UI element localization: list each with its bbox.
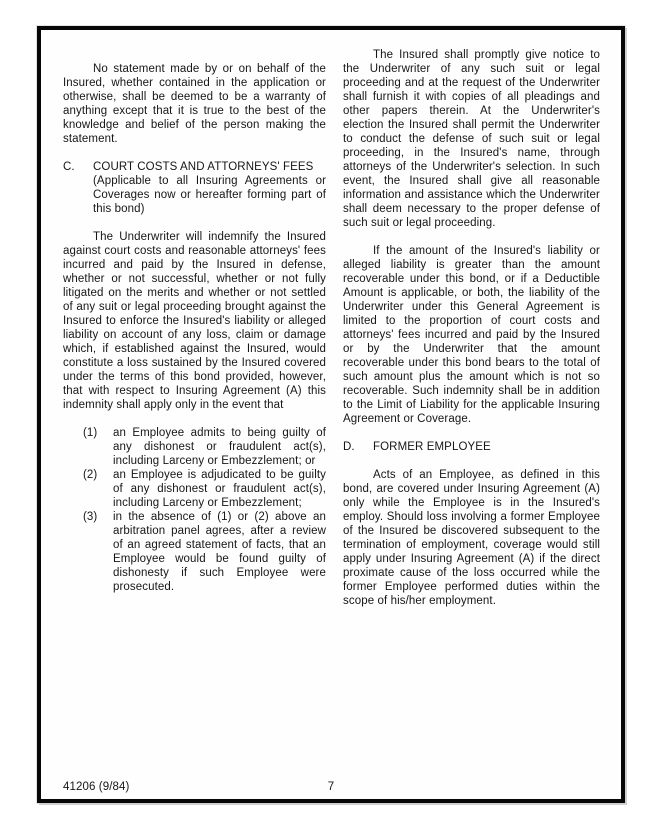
paragraph-liability-proportion: If the amount of the Insured's liability or alleged liability is greater than the amount recoverable under this bond, or if a Deductible Amount is applicable, or both, the liability of the Underwriter under this General Agreement is limited to the proportion of court costs and attorneys' fees incurred and paid by the Insured or by the Underwriter that the amount recoverable under this bond bears to the total of such amount plus the amount which is not so recoverable. Such indemnity shall be in addition to the Limit of Liability for the applicable Insuring Agreement or Coverage. [343, 245, 600, 425]
section-c-body [93, 160, 326, 216]
list-item-text: an Employee is adjudicated to be guilty of any dishonest or fraudulent act(s), including Larceny or Embezzlement; [113, 469, 326, 509]
section-c-subtitle: (Applicable to all Insuring Agreements or Coverages now or hereafter forming part of this bond) [93, 175, 326, 215]
right-column [343, 30, 600, 777]
list-item [83, 468, 326, 510]
list-item-marker: (3) [83, 511, 98, 523]
list-item-marker: (2) [83, 469, 98, 481]
section-d-body [373, 440, 600, 454]
page-footer [63, 780, 599, 794]
section-c-heading [63, 160, 326, 216]
section-c-label: C. [63, 161, 75, 173]
paragraph-underwriter-indemnify: The Underwriter will indemnify the Insured against court costs and reasonable attorneys' fees incurred and paid by the Insured in defense, whether or not successful, whether or not fully litigated on the merits and whether or not settled of any suit or legal proceeding brought against the Insured to enforce the Insured's liability or alleged liability on account of any loss, claim or damage which, if established against the Insured, would constitute a loss sustained by the Insured covered under the terms of this bond provided, however, that with respect to Insuring Agreement (A) this indemnity shall apply only in the event that [63, 231, 326, 411]
section-d-title: FORMER EMPLOYEE [373, 441, 491, 453]
list-item [83, 510, 326, 594]
section-c-title: COURT COSTS AND ATTORNEYS' FEES [93, 161, 314, 173]
page-number: 7 [327, 781, 335, 793]
numbered-list [83, 426, 326, 594]
paragraph-no-statement: No statement made by or on behalf of the Insured, whether contained in the application or otherwise, shall be deemed to be a warranty of anything except that it is true to the best of the knowledge and belief of the person making the statement. [63, 63, 326, 145]
paragraph-former-employee: Acts of an Employee, as defined in this bond, are covered under Insuring Agreement (A) only while the Employee is in the Insured's employ. Should loss involving a former Employee of the Insured be discovered subsequent to the termination of employment, coverage would still apply under Insuring Agreement (A) if the direct proximate cause of the loss occurred while the former Employee performed duties within the scope of his/her employment. [343, 469, 600, 607]
section-d-label: D. [343, 441, 355, 453]
list-item-text: in the absence of (1) or (2) above an arbitration panel agrees, after a review of an agreed statement of facts, that an Employee would be found guilty of dishonesty if such Employee were prosecuted. [113, 511, 326, 593]
paragraph-prompt-notice: The Insured shall promptly give notice to the Underwriter of any such suit or legal proceeding and at the request of the Underwriter shall furnish it with copies of all pleadings and other papers therein. At the Underwriter's election the Insured shall permit the Underwriter to conduct the defense of such suit or legal proceeding, in the Insured's name, through attorneys of the Underwriter's selection. In such event, the Insured shall give all reasonable information and assistance which the Underwriter shall deem necessary to the proper defense of such suit or legal proceeding. [343, 49, 600, 229]
list-item-marker: (1) [83, 427, 98, 439]
form-number: 41206 (9/84) [63, 781, 130, 793]
list-item [83, 426, 326, 468]
page-border [37, 26, 625, 803]
list-item-text: an Employee admits to being guilty of any dishonest or fraudulent act(s), including Larceny or Embezzlement; or [113, 427, 326, 467]
text-columns [63, 30, 600, 777]
left-column [63, 30, 326, 777]
section-d-heading [343, 440, 600, 454]
